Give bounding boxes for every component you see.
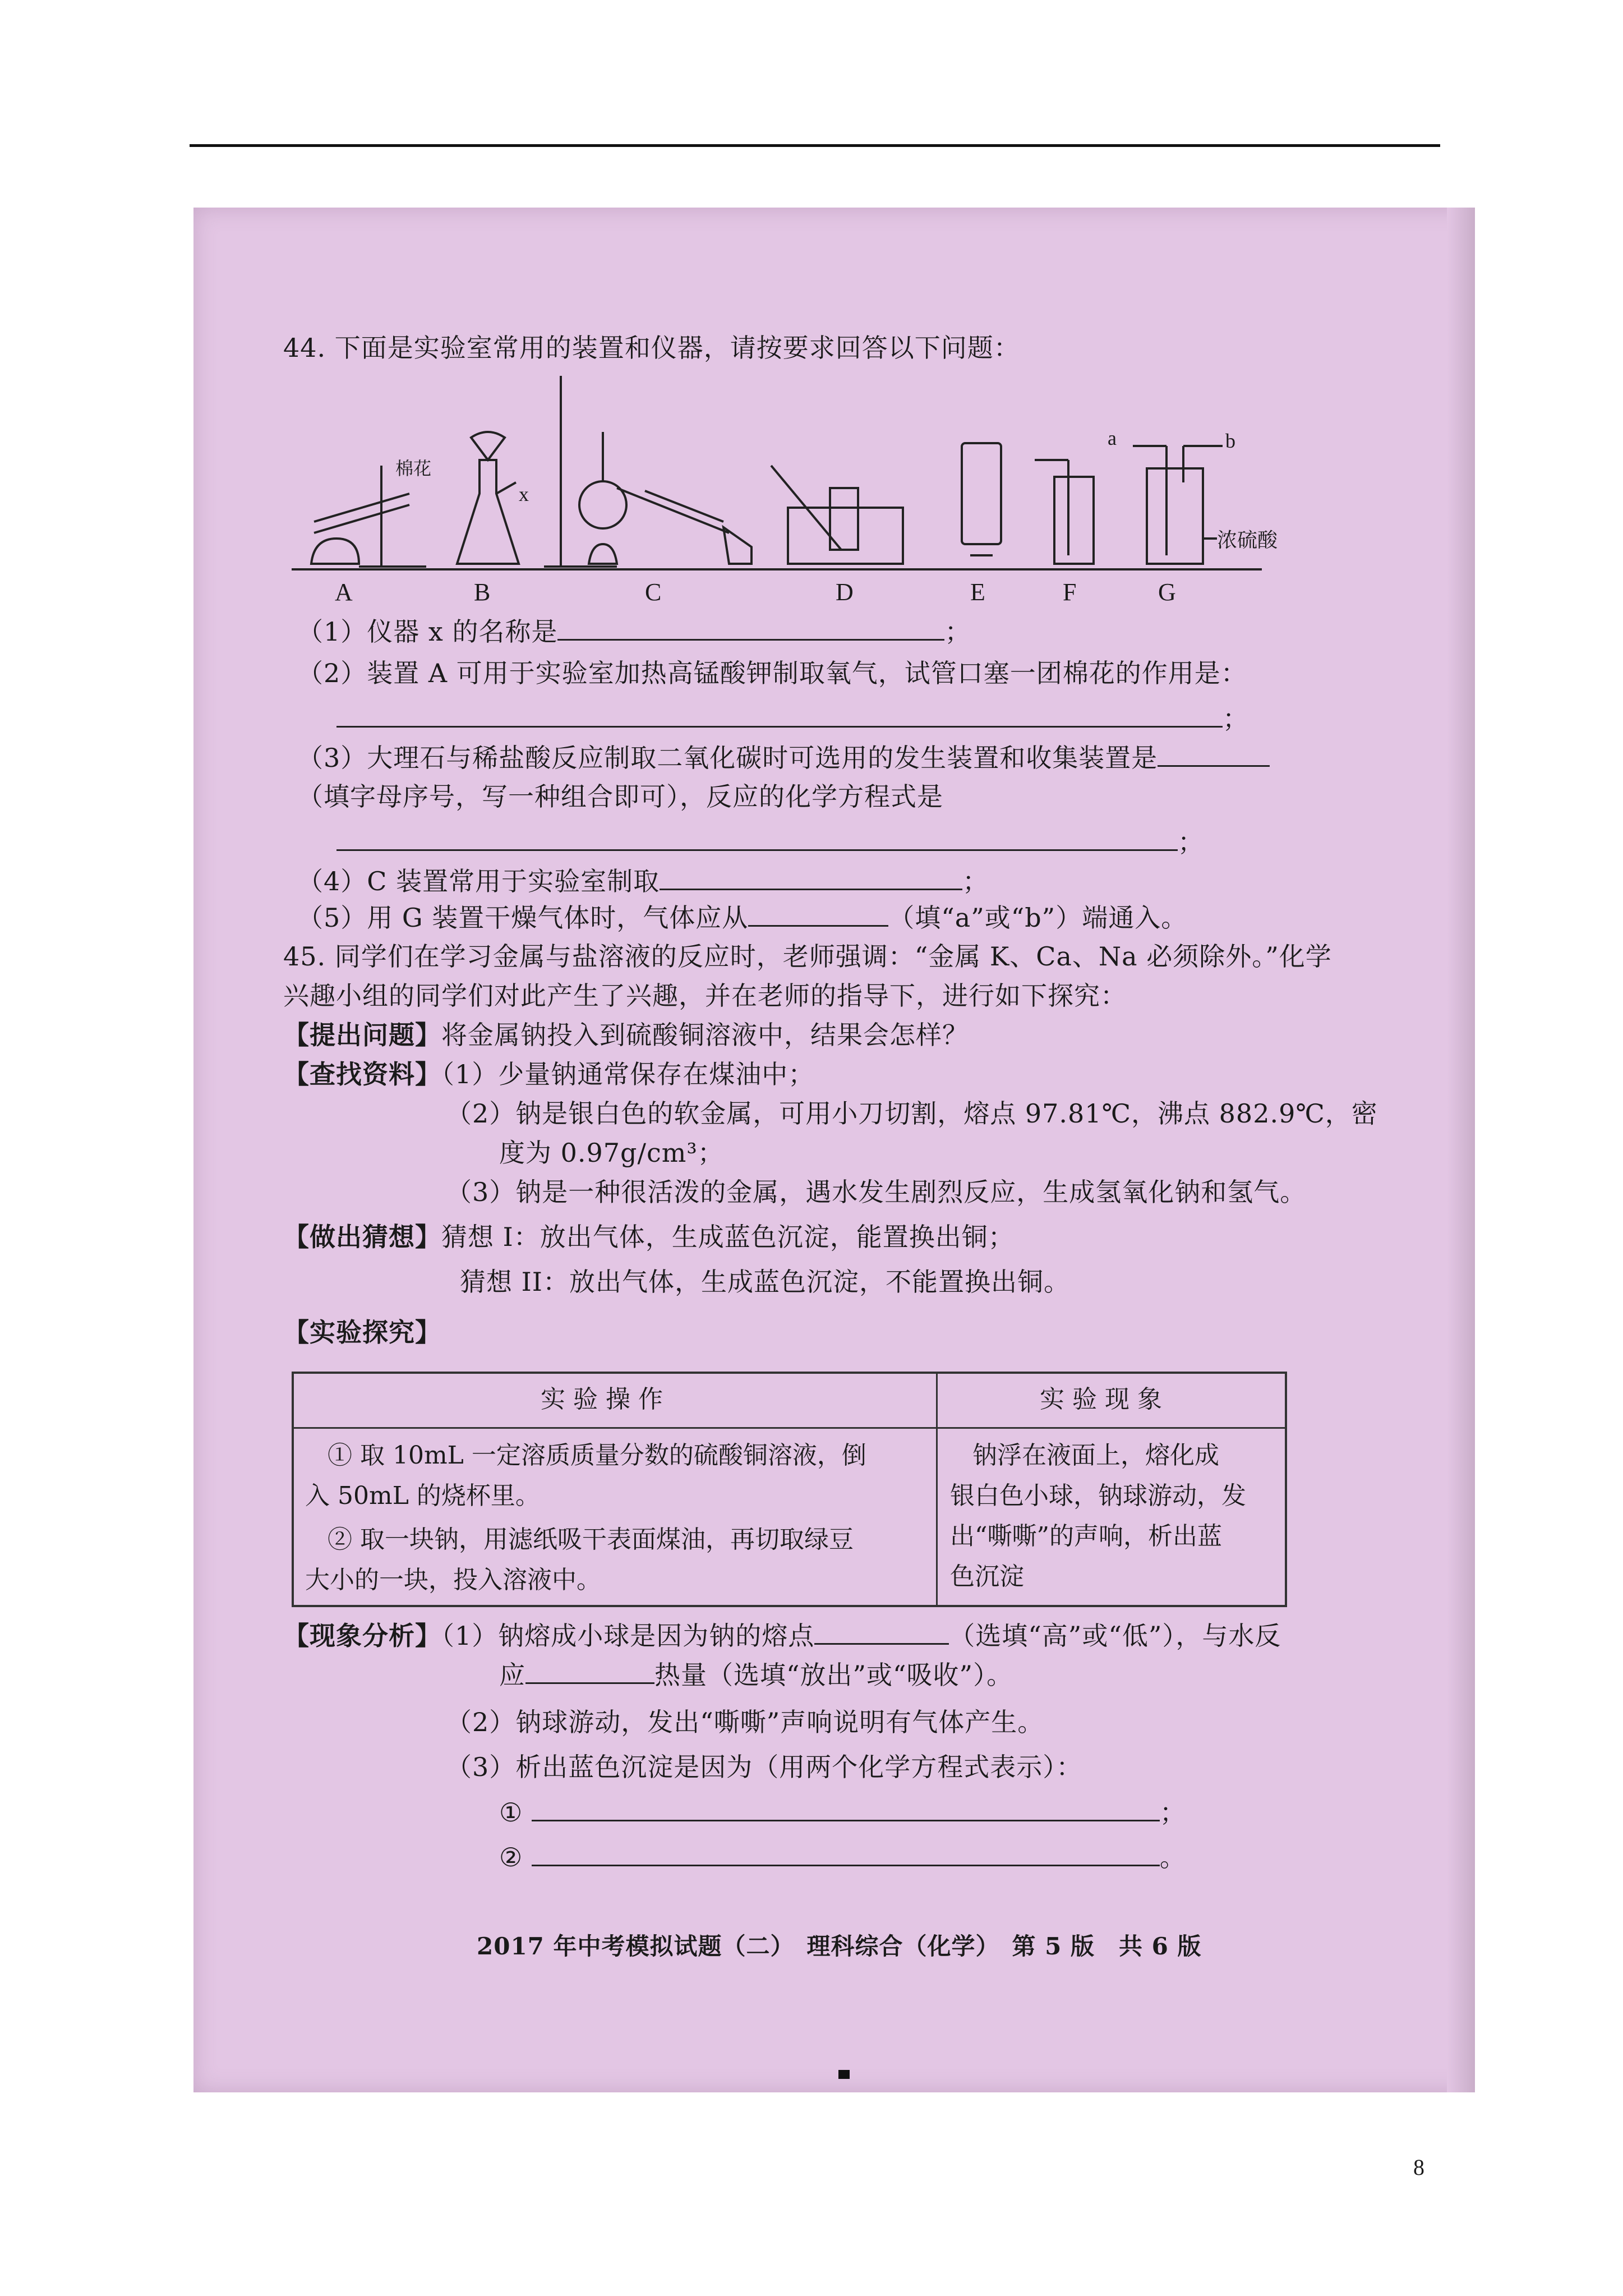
label-d: D [836, 578, 854, 606]
q44-part1: （1）仪器 x 的名称是 ； [297, 614, 971, 648]
table-op2-line1: ② 取一块钠，用滤纸吸干表面煤油，再切取绿豆 [328, 1525, 854, 1554]
exam-footer: 2017 年中考模拟试题（二） 理科综合（化学） 第 5 版 共 6 版 [477, 1932, 1202, 1960]
answer-blank-melting[interactable] [814, 1618, 949, 1645]
table-ph-line2: 银白色小球，钠球游动，发 [950, 1481, 1246, 1510]
table-op1-line2: 入 50mL 的烧杯里。 [305, 1481, 540, 1510]
scan-mark [838, 2070, 850, 2079]
label-cotton: 棉花 [395, 458, 432, 478]
answer-blank-eq1[interactable] [532, 1795, 1160, 1821]
table-op2-line2: 大小的一块，投入溶液中。 [305, 1566, 601, 1594]
label-conc-acid: 浓硫酸 [1217, 529, 1278, 551]
q45-analysis2: （2）钠球游动，发出“嘶嘶”声响说明有气体产生。 [446, 1707, 1044, 1737]
table-header-phenomenon: 实 验 现 象 [1040, 1385, 1162, 1414]
q45-intro-line1: 45. 同学们在学习金属与盐溶液的反应时，老师强调：“金属 K、Ca、Na 必须除外。”化学 [283, 941, 1332, 972]
q44-part3: （3）大理石与稀盐酸反应制取二氧化碳时可选用的发生装置和收集装置是 [297, 740, 1270, 775]
q45-info1: 【查找资料】（1）少量钠通常保存在煤油中； [283, 1059, 815, 1089]
table-header-operation: 实 验 操 作 [541, 1385, 663, 1414]
q44-part3-answer: ； [336, 825, 1204, 859]
table-divider [936, 1374, 938, 1605]
answer-blank-heat[interactable] [525, 1658, 654, 1684]
label-e: E [970, 578, 985, 606]
label-tube-a: a [1108, 427, 1117, 449]
table-ph-line4: 色沉淀 [950, 1562, 1024, 1591]
apparatus-figure [0, 0, 1623, 617]
q45-explore-label: 【实验探究】 [283, 1317, 441, 1347]
q44-part5: （5）用 G 装置干燥气体时，气体应从 （填“a”或“b”）端通入。 [297, 900, 1187, 935]
table-ph-line3: 出“嘶嘶”的声响，析出蓝 [950, 1522, 1222, 1550]
q45-intro-line2: 兴趣小组的同学们对此产生了兴趣，并在老师的指导下，进行如下探究： [283, 981, 1127, 1011]
label-b: B [474, 578, 491, 606]
q44-part2: （2）装置 A 可用于实验室加热高锰酸钾制取氧气，试管口塞一团棉花的作用是： [297, 658, 1247, 688]
q45-equation1: ① ； [499, 1795, 1186, 1829]
q44-part4: （4）C 装置常用于实验室制取 ； [297, 864, 989, 898]
answer-blank-eq2[interactable] [532, 1840, 1160, 1866]
table-op1-line1: ① 取 10mL 一定溶质质量分数的硫酸铜溶液，倒 [328, 1441, 866, 1470]
q45-question: 【提出问题】将金属钠投入到硫酸铜溶液中，结果会怎样？ [283, 1020, 969, 1050]
answer-blank-1[interactable] [557, 614, 944, 641]
label-x: x [519, 483, 529, 505]
label-f: F [1063, 578, 1077, 606]
q44-part2-answer: ； [336, 701, 1249, 735]
q45-equation2: ② 。 [499, 1840, 1186, 1874]
answer-blank-3a[interactable] [1158, 740, 1270, 767]
q45-info2: （2）钠是银白色的软金属，可用小刀切割，熔点 97.81℃，沸点 882.9℃，密 [446, 1098, 1378, 1129]
answer-blank-2[interactable] [336, 701, 1223, 728]
answer-blank-5[interactable] [748, 900, 888, 927]
label-a: A [335, 578, 353, 606]
label-g: G [1158, 578, 1176, 606]
q45-guess2: 猜想 II：放出气体，生成蓝色沉淀，不能置换出铜。 [460, 1267, 1070, 1297]
page-number: 8 [1413, 2155, 1424, 2180]
experiment-table [292, 1372, 1287, 1607]
answer-blank-3b[interactable] [336, 825, 1178, 851]
q44-part3-line2: （填字母序号，写一种组合即可），反应的化学方程式是 [297, 781, 943, 812]
q45-info2-cont: 度为 0.97g/cm³； [499, 1138, 724, 1168]
label-tube-b: b [1225, 430, 1235, 452]
q45-analysis3: （3）析出蓝色沉淀是因为（用两个化学方程式表示）： [446, 1752, 1083, 1782]
q45-guess1: 【做出猜想】猜想 I：放出气体，生成蓝色沉淀，能置换出铜； [283, 1222, 1015, 1252]
q45-analysis1: 【现象分析】（1）钠熔成小球是因为钠的熔点 （选填“高”或“低”），与水反 [283, 1618, 1281, 1653]
q45-info3: （3）钠是一种很活泼的金属，遇水发生剧烈反应，生成氢氧化钠和氢气。 [446, 1177, 1307, 1207]
answer-blank-4[interactable] [660, 864, 962, 890]
q45-analysis1-cont: 应 热量（选填“放出”或“吸收”）。 [499, 1658, 1013, 1692]
q44-title: 44. 下面是实验室常用的装置和仪器，请按要求回答以下问题： [283, 333, 1020, 363]
table-ph-line1: 钠浮在液面上，熔化成 [972, 1441, 1219, 1470]
label-c: C [645, 578, 662, 606]
